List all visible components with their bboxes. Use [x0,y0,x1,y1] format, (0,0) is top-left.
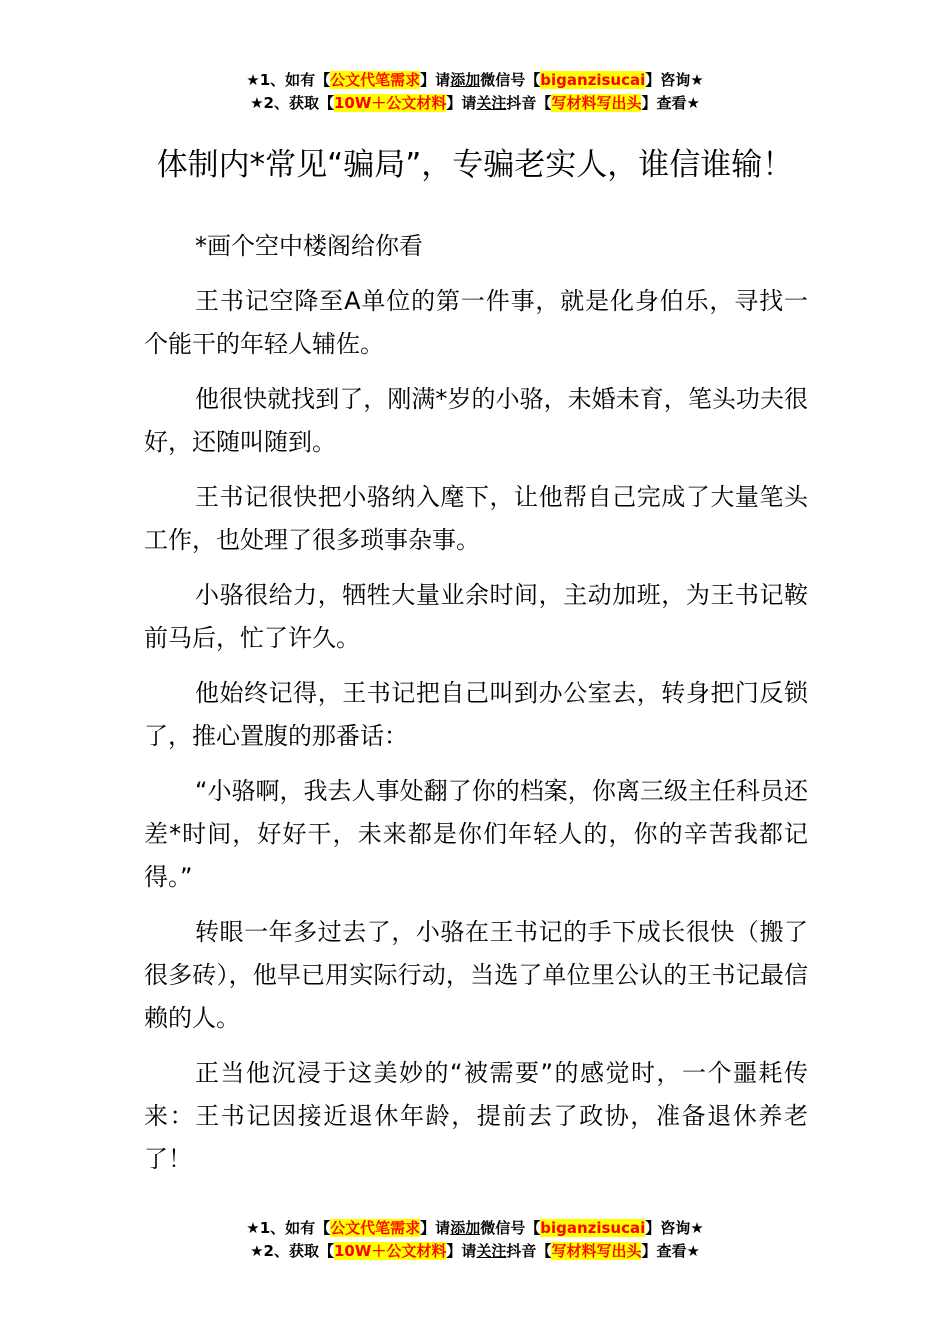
article-body [144,225,808,1193]
banner-highlight: 10W＋公文材料 [333,94,447,112]
footer-banner [0,1217,950,1263]
paragraph: “小骆啊，我去人事处翻了你的档案，你离三级主任科员还差*时间，好好干，未来都是你们年轻人的，你的辛苦我都记得。” [144,777,808,891]
banner-underline: 关注 [476,94,507,112]
header-banner [0,69,950,115]
banner-line-2 [0,92,950,115]
banner-text: 】查看★ [641,94,700,112]
banner-highlight: 写材料写出头 [551,94,642,112]
banner-text: 微信号【 [480,1219,541,1237]
banner-underline: 添加 [450,1219,481,1237]
banner-text: 微信号【 [480,71,541,89]
banner-line-1 [0,69,950,92]
banner-highlight: biganzisucai [540,71,646,89]
banner-text: 抖音【 [506,1242,552,1260]
paragraph: 他很快就找到了，刚满*岁的小骆，未婚未育，笔头功夫很好，还随叫随到。 [144,385,808,456]
banner-text: 】咨询★ [645,71,704,89]
paragraph: 王书记空降至A单位的第一件事，就是化身伯乐，寻找一个能干的年轻人辅佐。 [144,287,808,358]
article-title: 体制内*常见“骗局”，专骗老实人，谁信谁输！ [156,146,794,183]
banner-highlight: 10W＋公文材料 [333,1242,447,1260]
banner-highlight: 公文代笔需求 [330,71,421,89]
banner-text: ★2、获取【 [250,1242,334,1260]
banner-highlight: 公文代笔需求 [330,1219,421,1237]
paragraph: 小骆很给力，牺牲大量业余时间，主动加班，为王书记鞍前马后，忙了许久。 [144,581,808,652]
paragraph: 王书记很快把小骆纳入麾下，让他帮自己完成了大量笔头工作，也处理了很多琐事杂事。 [144,483,808,554]
banner-text: ★1、如有【 [246,1219,331,1237]
banner-text: 】请 [420,71,451,89]
paragraph: 转眼一年多过去了，小骆在王书记的手下成长很快（搬了很多砖），他早已用实际行动，当选了单位里公认的王书记最信赖的人。 [144,918,808,1032]
banner-highlight: biganzisucai [540,1219,646,1237]
banner-line-1 [0,1217,950,1240]
banner-text: ★1、如有【 [246,71,331,89]
banner-line-2 [0,1240,950,1263]
paragraph: 他始终记得，王书记把自己叫到办公室去，转身把门反锁了，推心置腹的那番话： [144,679,808,750]
banner-text: ★2、获取【 [250,94,334,112]
banner-text: 】查看★ [641,1242,700,1260]
paragraph: *画个空中楼阁给你看 [195,232,423,260]
banner-highlight: 写材料写出头 [551,1242,642,1260]
banner-text: 】请 [420,1219,451,1237]
paragraph: 正当他沉浸于这美妙的“被需要”的感觉时，一个噩耗传来：王书记因接近退休年龄，提前去了政协，准备退休养老了！ [144,1059,808,1173]
banner-text: 抖音【 [506,94,552,112]
banner-text: 】咨询★ [645,1219,704,1237]
banner-text: 】请 [446,1242,477,1260]
banner-text: 】请 [446,94,477,112]
banner-underline: 添加 [450,71,481,89]
banner-underline: 关注 [476,1242,507,1260]
